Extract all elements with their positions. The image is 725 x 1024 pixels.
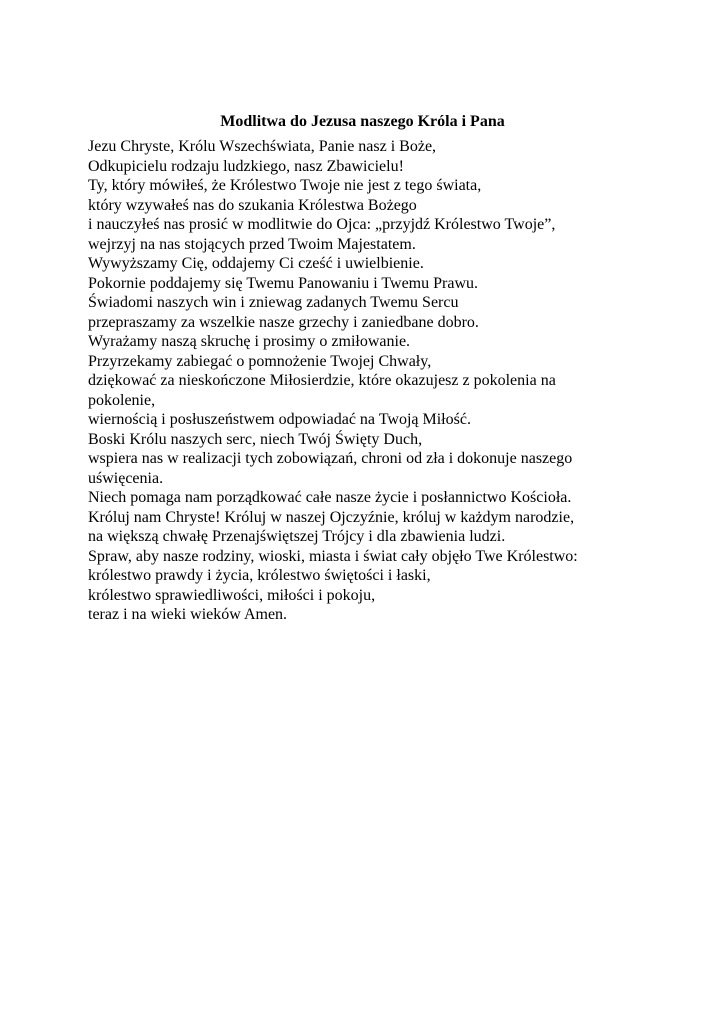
prayer-line: Wyrażamy naszą skruchę i prosimy o zmiłowanie. [88, 333, 411, 350]
prayer-line: Ty, który mówiłeś, że Królestwo Twoje nie jest z tego świata, [88, 177, 482, 194]
prayer-line: Wywyższamy Cię, oddajemy Ci cześć i uwielbienie. [88, 255, 424, 272]
prayer-line: Niech pomaga nam porządkować całe nasze życie i posłannictwo Kościoła. [88, 489, 572, 506]
prayer-line: Jezu Chryste, Królu Wszechświata, Panie nasz i Boże, [88, 138, 437, 155]
prayer-line: wejrzyj na nas stojących przed Twoim Majestatem. [88, 235, 416, 253]
prayer-line: wiernością i posłuszeństwem odpowiadać na Twoją Miłość. [88, 411, 471, 428]
prayer-line: na większą chwałę Przenajświętszej Trójcy i dla zbawienia ludzi. [88, 528, 506, 545]
prayer-line: Odkupicielu rodzaju ludzkiego, nasz Zbawicielu! [88, 157, 404, 175]
prayer-line: Pokornie poddajemy się Twemu Panowaniu i Twemu Prawu. [88, 274, 479, 292]
prayer-line: dziękować za nieskończone Miłosierdzie, które okazujesz z pokolenia na [88, 372, 556, 389]
prayer-text [88, 137, 708, 625]
prayer-line: królestwo prawdy i życia, królestwo świętości i łaski, [88, 567, 431, 584]
prayer-line: i nauczyłeś nas prosić w modlitwie do Ojca: „przyjdź Królestwo Twoje”, [88, 216, 556, 233]
prayer-line: wspiera nas w realizacji tych zobowiązań, chroni od zła i dokonuje naszego [88, 450, 573, 467]
prayer-line: uświęcenia. [88, 469, 164, 487]
prayer-line: Króluj nam Chryste! Króluj w naszej Ojczyźnie, króluj w każdym narodzie, [88, 508, 575, 526]
prayer-line: Świadomi naszych win i zniewag zadanych Twemu Sercu [88, 294, 459, 311]
document-title: Modlitwa do Jezusa naszego Króla i Pana [220, 113, 505, 130]
prayer-line: przepraszamy za wszelkie nasze grzechy i zaniedbane dobro. [88, 313, 479, 331]
prayer-line: Boski Królu naszych serc, niech Twój Święty Duch, [88, 430, 423, 448]
prayer-line: pokolenie, [88, 391, 156, 409]
prayer-line: królestwo sprawiedliwości, miłości i pokoju, [88, 586, 376, 604]
prayer-line: który wzywałeś nas do szukania Królestwa Bożego [88, 196, 417, 214]
prayer-line: teraz i na wieki wieków Amen. [88, 606, 288, 623]
prayer-line: Spraw, aby nasze rodziny, wioski, miasta i świat cały objęło Twe Królestwo: [88, 547, 578, 565]
prayer-line: Przyrzekamy zabiegać o pomnożenie Twojej Chwały, [88, 352, 432, 370]
